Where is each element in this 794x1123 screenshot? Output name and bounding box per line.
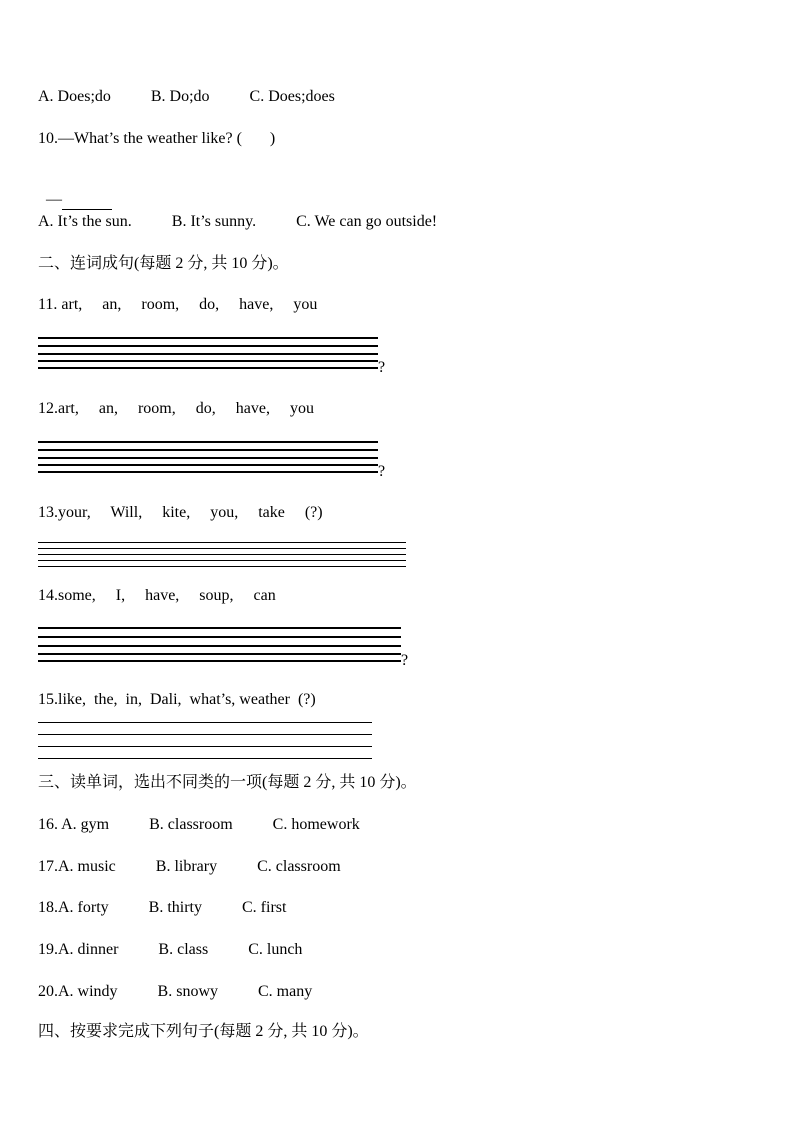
answer-rule bbox=[38, 542, 406, 543]
answer-rule bbox=[38, 337, 378, 339]
q9-options: A. Does;do B. Do;do C. Does;does bbox=[38, 88, 335, 105]
answer-rule bbox=[38, 636, 401, 638]
q19-options: 19.A. dinner B. class C. lunch bbox=[38, 941, 303, 958]
answer-rule bbox=[38, 653, 401, 655]
answer-rule bbox=[38, 722, 372, 723]
answer-rule bbox=[38, 734, 372, 735]
answer-rule bbox=[38, 566, 406, 567]
q11-question-mark: ? bbox=[378, 359, 386, 376]
section4-heading: 四、按要求完成下列句子(每题 2 分, 共 10 分)。 bbox=[38, 1023, 369, 1040]
q13-words: 13.your, Will, kite, you, take (?) bbox=[38, 504, 323, 521]
q12-question-mark: ? bbox=[378, 463, 386, 480]
answer-rule bbox=[38, 645, 401, 647]
answer-rule bbox=[38, 471, 378, 473]
answer-rule bbox=[38, 548, 406, 549]
answer-rule bbox=[38, 660, 401, 662]
q20-options: 20.A. windy B. snowy C. many bbox=[38, 983, 313, 1000]
q17-options: 17.A. music B. library C. classroom bbox=[38, 858, 341, 875]
q10-options: A. It’s the sun. B. It’s sunny. C. We can go outside! bbox=[38, 213, 438, 230]
section3-heading: 三、读单词，选出不同类的一项(每题 2 分, 共 10 分)。 bbox=[38, 774, 417, 791]
q14-words: 14.some, I, have, soup, can bbox=[38, 587, 276, 604]
answer-rule bbox=[38, 367, 378, 369]
answer-rule bbox=[38, 746, 372, 747]
q10-answer-dash: — bbox=[46, 191, 62, 208]
q10-answer-line bbox=[38, 170, 112, 210]
q16-options: 16. A. gym B. classroom C. homework bbox=[38, 816, 360, 833]
answer-rule bbox=[38, 449, 378, 451]
q11-words: 11. art, an, room, do, have, you bbox=[38, 296, 318, 313]
q18-options: 18.A. forty B. thirty C. first bbox=[38, 899, 287, 916]
answer-rule bbox=[38, 345, 378, 347]
q14-question-mark: ? bbox=[401, 652, 409, 669]
answer-rule bbox=[38, 758, 372, 759]
q10-question: 10.—What’s the weather like? ( ) bbox=[38, 130, 276, 147]
section2-heading: 二、连词成句(每题 2 分, 共 10 分)。 bbox=[38, 255, 289, 272]
answer-rule bbox=[38, 554, 406, 555]
q15-words: 15.like, the, in, Dali, what’s, weather (?) bbox=[38, 691, 316, 708]
q10-answer-blank bbox=[62, 191, 112, 210]
answer-rule bbox=[38, 457, 378, 459]
answer-rule bbox=[38, 464, 378, 466]
q12-words: 12.art, an, room, do, have, you bbox=[38, 400, 314, 417]
answer-rule bbox=[38, 360, 378, 362]
answer-rule bbox=[38, 627, 401, 629]
answer-rule bbox=[38, 441, 378, 443]
answer-rule bbox=[38, 353, 378, 355]
answer-rule bbox=[38, 560, 406, 561]
